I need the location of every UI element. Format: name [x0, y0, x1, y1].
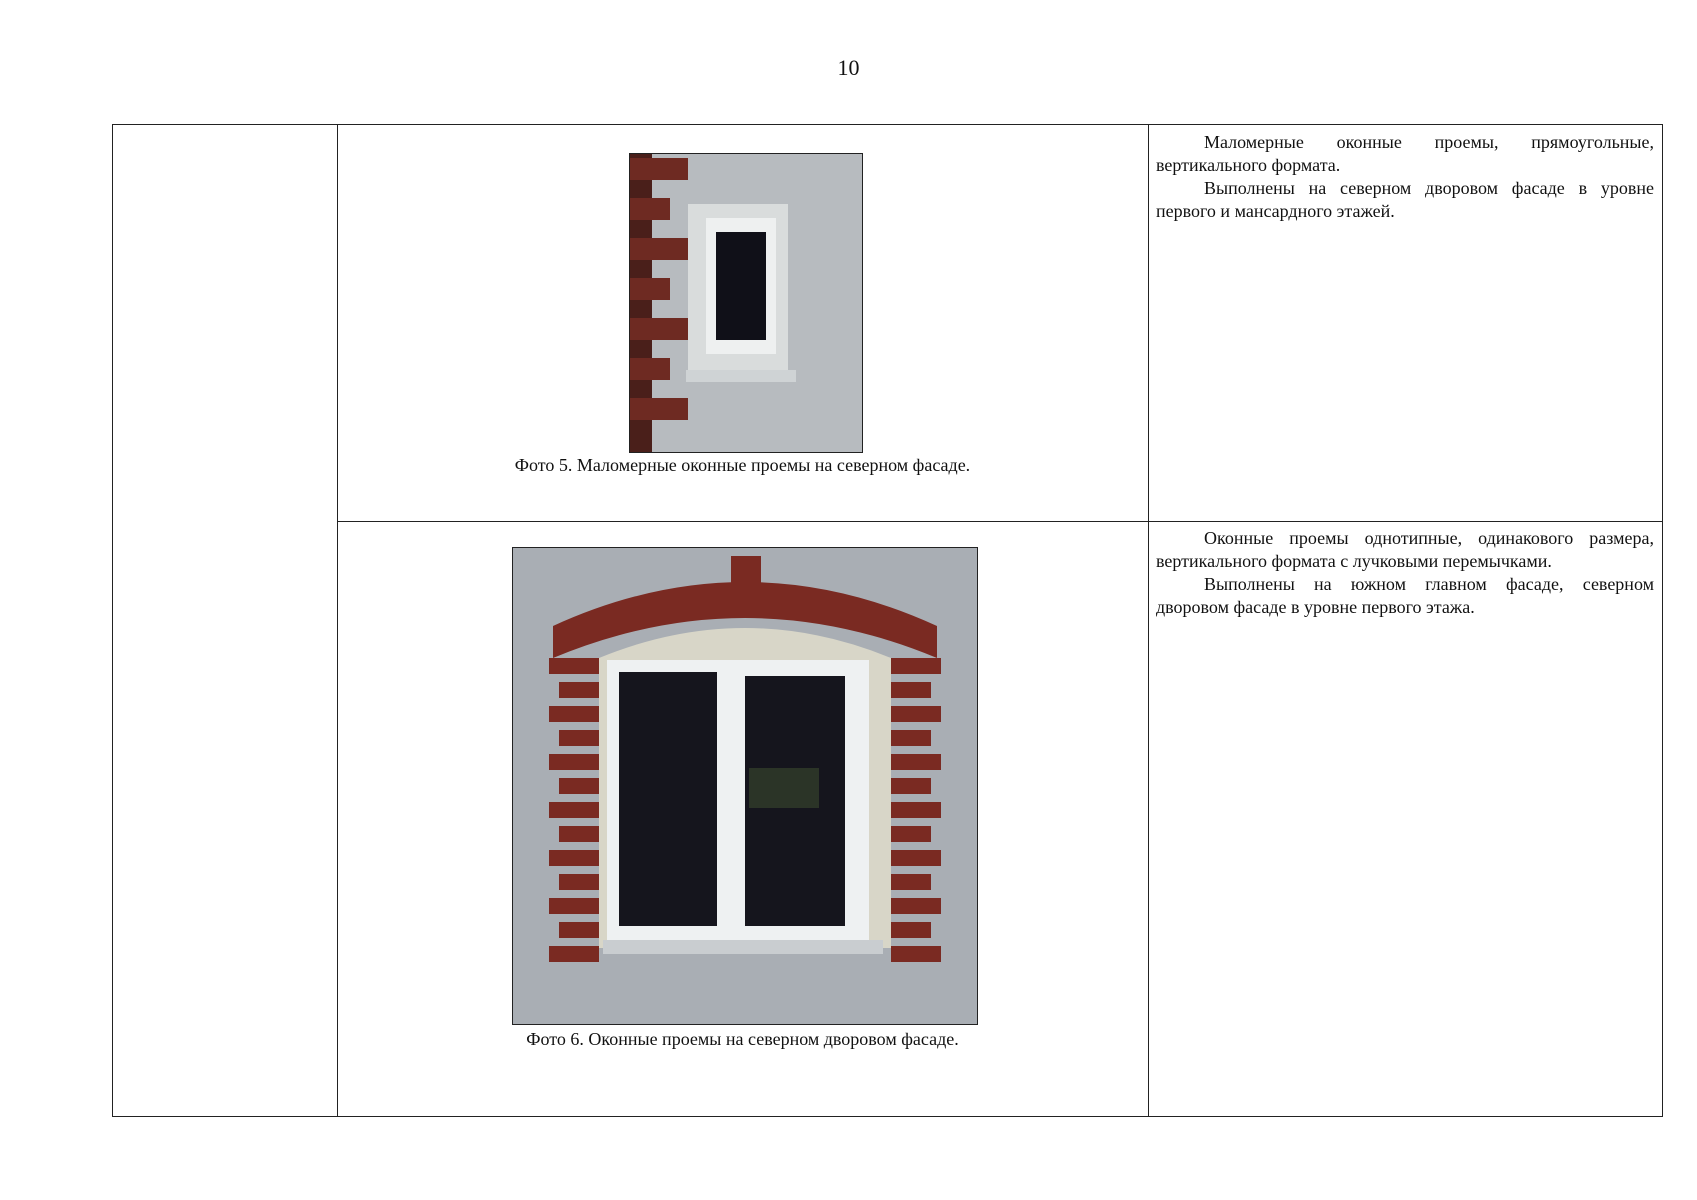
document-table [112, 124, 1663, 1117]
page-number: 10 [837, 55, 860, 80]
photo-arched-window [512, 547, 978, 1025]
description-paragraph: Выполнены на южном главном фасаде, северном дворовом фасаде в уровне первого этажа. [1156, 574, 1654, 617]
description-cell [1148, 125, 1662, 521]
table-column-empty [113, 125, 338, 1116]
photo-cell [337, 125, 1149, 521]
description-cell [1148, 521, 1662, 1116]
photo-cell [337, 521, 1149, 1116]
photo-caption: Фото 6. Оконные проемы на северном дворовом фасаде. [526, 1029, 959, 1049]
photo-caption: Фото 5. Маломерные оконные проемы на северном фасаде. [514, 455, 971, 475]
table-row [337, 521, 1662, 1116]
description-paragraph: Оконные проемы однотипные, одинакового размера, вертикального формата с лучковыми перемычками. [1156, 528, 1654, 571]
table-row [337, 125, 1662, 522]
photo-small-window [629, 153, 863, 453]
description-paragraph: Маломерные оконные проемы, прямоугольные, вертикального формата. [1156, 132, 1654, 175]
description-paragraph: Выполнены на северном дворовом фасаде в уровне первого и мансардного этажей. [1156, 178, 1654, 221]
table-content-columns [337, 125, 1662, 1116]
